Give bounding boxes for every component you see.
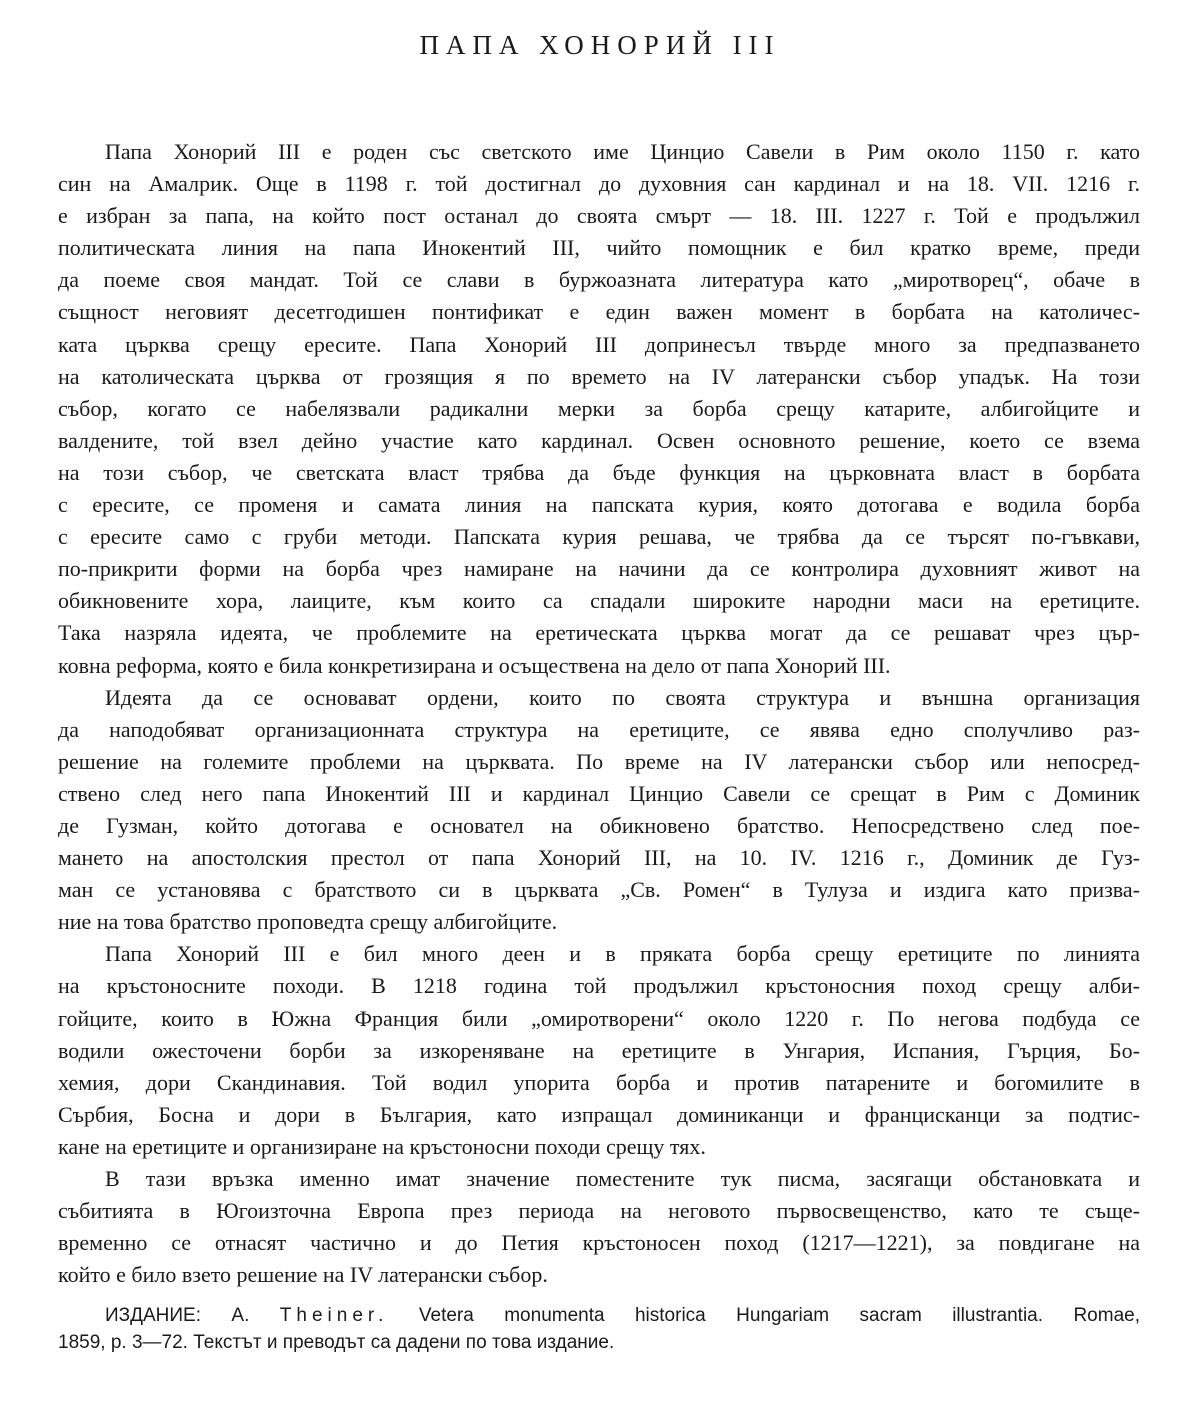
text-line: по-прикрити форми на борба чрез намиране на начини да се контролира духовният живот на [58, 556, 1140, 582]
text-line: мането на апостолския престол от папа Хонорий III, на 10. IV. 1216 г., Доминик де Гуз- [58, 845, 1140, 871]
text-line: е избран за папа, на който пост останал до своята смърт — 18. III. 1227 г. Той е продължил [58, 203, 1140, 229]
text-line: Идеята да се основават ордени, които по своята структура и външна организация [105, 684, 1140, 710]
text-line: Така назряла идеята, че проблемите на еретическата църква могат да се решават чрез цър- [58, 620, 1140, 646]
text-line: събитията в Югоизточна Европа през периода на неговото първосвещенство, като те съще- [58, 1198, 1140, 1224]
text-line: син на Амалрик. Още в 1198 г. той достигнал до духовния сан кардинал и на 18. VII. 1216 г. [58, 171, 1140, 197]
text-line: Папа Хонорий III е бил много деен и в пряката борба срещу еретиците по линията [105, 941, 1140, 967]
text-line: водили ожесточени борби за изкореняване на еретиците в Унгария, Испания, Гърция, Бо- [58, 1037, 1140, 1063]
text-line: Сърбия, Босна и дори в България, като изпращал доминиканци и францисканци за подтис- [58, 1101, 1140, 1127]
text-line: ковна реформа, която е била конкретизирана и осъществена на дело от папа Хонорий III. [58, 652, 891, 678]
source-line-1 [58, 1302, 1140, 1329]
text-line: с ересите, се променя и самата линия на папската курия, която дотогава е водила борба [58, 492, 1140, 518]
source-author: Theiner. [279, 1305, 389, 1326]
source-title: Vetera monumenta historica Hungariam sacram illustrantia. Romae, [418, 1305, 1140, 1326]
text-line: същност неговият десетгодишен понтификат е един важен момент в борбата на католичес- [58, 299, 1140, 325]
text-line: В тази връзка именно имат значение поместените тук писма, засягащи обстановката и [105, 1166, 1140, 1191]
text-line: кане на еретиците и организиране на кръстоносни походи срещу тях. [58, 1133, 706, 1159]
text-line: на католическата църква от грозящия я по времето на IV латерански събор упадък. На този [58, 363, 1140, 389]
text-line: който е било взето решение на IV латерански събор. [58, 1262, 548, 1288]
text-line: гойците, които в Южна Франция били „омиротворени“ около 1220 г. По негова подбуда се [58, 1005, 1140, 1031]
text-line: Папа Хонорий III е роден със светското име Цинцио Савели в Рим около 1150 г. като [105, 139, 1140, 164]
paragraph [58, 938, 1140, 1163]
text-line: ние на това братство проповедта срещу албигойците. [58, 909, 558, 935]
text-line: обикновените хора, лаиците, към които са спадали широките народни маси на еретиците. [58, 588, 1140, 614]
paragraph [58, 682, 1140, 939]
text-line: политическата линия на папа Инокентий III, чийто помощник е бил кратко време, преди [58, 235, 1140, 261]
text-line: ман се установява с братството си в църквата „Св. Ромен“ в Тулуза и издига като призва- [58, 877, 1140, 903]
text-line: да наподобяват организационната структура на еретиците, се явява едно сполучливо раз- [58, 716, 1140, 742]
source-label: ИЗДАНИЕ: А. [105, 1305, 250, 1326]
source-citation [58, 1302, 1140, 1356]
paragraph [58, 1163, 1140, 1291]
text-line: ствено след него папа Инокентий III и кардинал Цинцио Савели се срещат в Рим с Доминик [58, 780, 1140, 806]
text-line: де Гузман, който дотогава е основател на обикновено братство. Непосредствено след пое- [58, 812, 1140, 838]
source-line-2: 1859, p. 3—72. Текстът и преводът са дадени по това издание. [58, 1332, 615, 1353]
text-line: временно се отнасят частично и до Петия кръстоносен поход (1217—1221), за повдигане на [58, 1230, 1140, 1256]
text-line: на кръстоносните походи. В 1218 година той продължил кръстоносния поход срещу алби- [58, 973, 1140, 999]
text-line: валдените, той взел дейно участие като кардинал. Освен основното решение, което се взема [58, 427, 1140, 453]
page-title: ПАПА ХОНОРИЙ III [419, 30, 781, 60]
text-line: на този събор, че светската власт трябва да бъде функция на църковната власт в борбата [58, 459, 1140, 485]
text-line: да поеме своя мандат. Той се слави в буржоазната литература като „миротворец“, обаче в [58, 267, 1140, 293]
text-line: хемия, дори Скандинавия. Той водил упорита борба и против патарените и богомилите в [58, 1069, 1140, 1095]
document-body [58, 136, 1140, 1291]
text-line: ката църква срещу ересите. Папа Хонорий III допринесъл твърде много за предпазването [58, 331, 1140, 357]
text-line: с ересите само с груби методи. Папската курия решава, че трябва да се търсят по-гъвкави, [58, 524, 1140, 550]
text-line: решение на големите проблеми на църквата. По време на IV латерански събор или непосред- [58, 748, 1140, 774]
text-line: събор, когато се набелязвали радикални мерки за борба срещу катарите, албигойците и [58, 395, 1140, 421]
paragraph [58, 136, 1140, 682]
